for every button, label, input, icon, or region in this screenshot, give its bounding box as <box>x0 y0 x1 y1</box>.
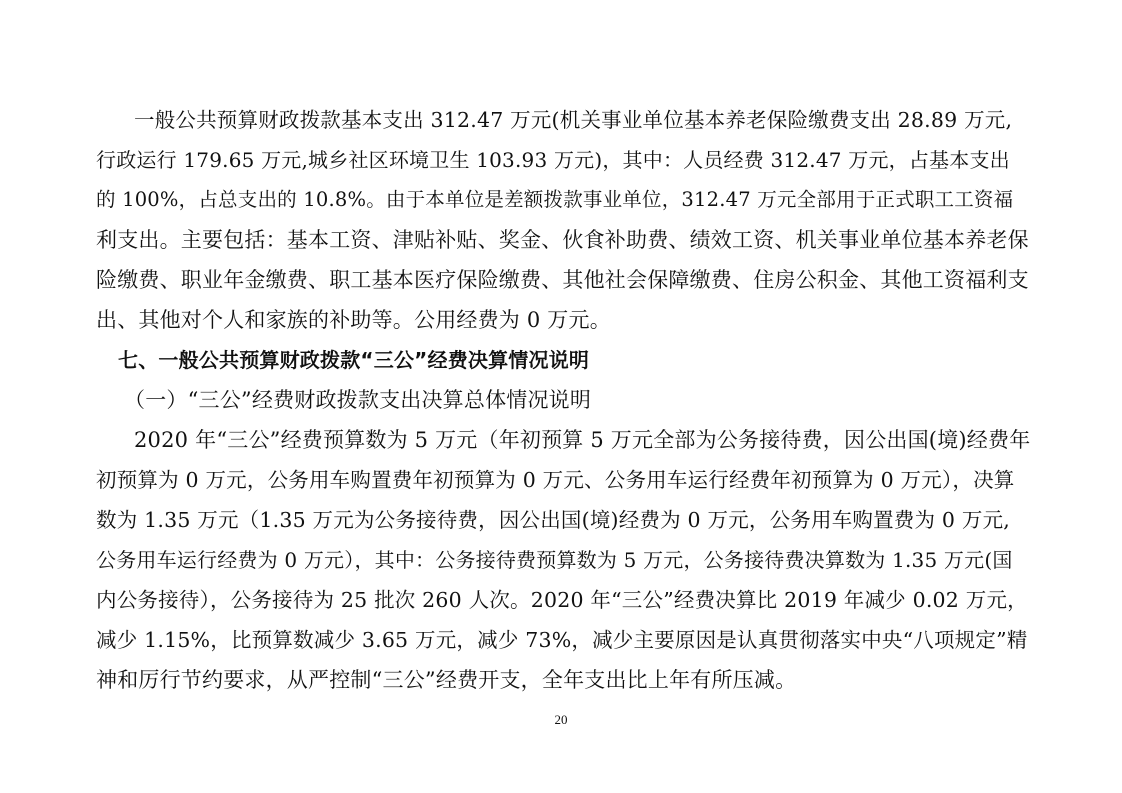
section-heading: 七、一般公共预算财政拨款“三公”经费决算情况说明 <box>118 348 590 372</box>
paragraph-1-line-1: 一般公共预算财政拨款基本支出 312.47 万元(机关事业单位基本养老保险缴费支出 28.89 万元, <box>134 108 1013 132</box>
paragraph-1-line-5: 险缴费、职业年金缴费、职工基本医疗保险缴费、其他社会保障缴费、住房公积金、其他工资福利支 <box>96 268 1029 292</box>
paragraph-2-line-3: 数为 1.35 万元（1.35 万元为公务接待费，因公出国(境)经费为 0 万元，公务用车购置费为 0 万元, <box>96 508 1010 532</box>
paragraph-2-line-4: 公务用车运行经费为 0 万元），其中：公务接待费预算数为 5 万元，公务接待费决算数为 1.35 万元(国 <box>96 548 1013 572</box>
paragraph-2-line-2: 初预算为 0 万元，公务用车购置费年初预算为 0 万元、公务用车运行经费年初预算为 0 万元），决算 <box>96 468 1015 492</box>
paragraph-1-line-3: 的 100%，占总支出的 10.8%。由于本单位是差额拨款事业单位，312.47 万元全部用于正式职工工资福 <box>96 188 1014 211</box>
paragraph-2-line-1: 2020 年“三公”经费预算数为 5 万元（年初预算 5 万元全部为公务接待费，因公出国(境)经费年 <box>134 428 1031 452</box>
paragraph-1-line-2: 行政运行 179.65 万元,城乡社区环境卫生 103.93 万元)，其中：人员经费 312.47 万元，占基本支出 <box>96 148 1010 172</box>
page-number: 20 <box>554 712 568 727</box>
paragraph-2-line-5: 内公务接待），公务接待为 25 批次 260 人次。2020 年“三公”经费决算比 2019 年减少 0.02 万元， <box>96 588 1028 612</box>
paragraph-2-line-6: 减少 1.15%，比预算数减少 3.65 万元，减少 73%，减少主要原因是认真贯彻落实中央“八项规定”精 <box>96 628 1028 652</box>
paragraph-2-line-7: 神和厉行节约要求，从严控制“三公”经费开支，全年支出比上年有所压减。 <box>96 668 797 692</box>
paragraph-1-line-4: 利支出。主要包括：基本工资、津贴补贴、奖金、伙食补助费、绩效工资、机关事业单位基本养老保 <box>96 228 1029 252</box>
paragraph-1-line-6: 出、其他对个人和家族的补助等。公用经费为 0 万元。 <box>96 308 611 332</box>
subsection-heading: （一）“三公”经费财政拨款支出决算总体情况说明 <box>124 388 592 412</box>
